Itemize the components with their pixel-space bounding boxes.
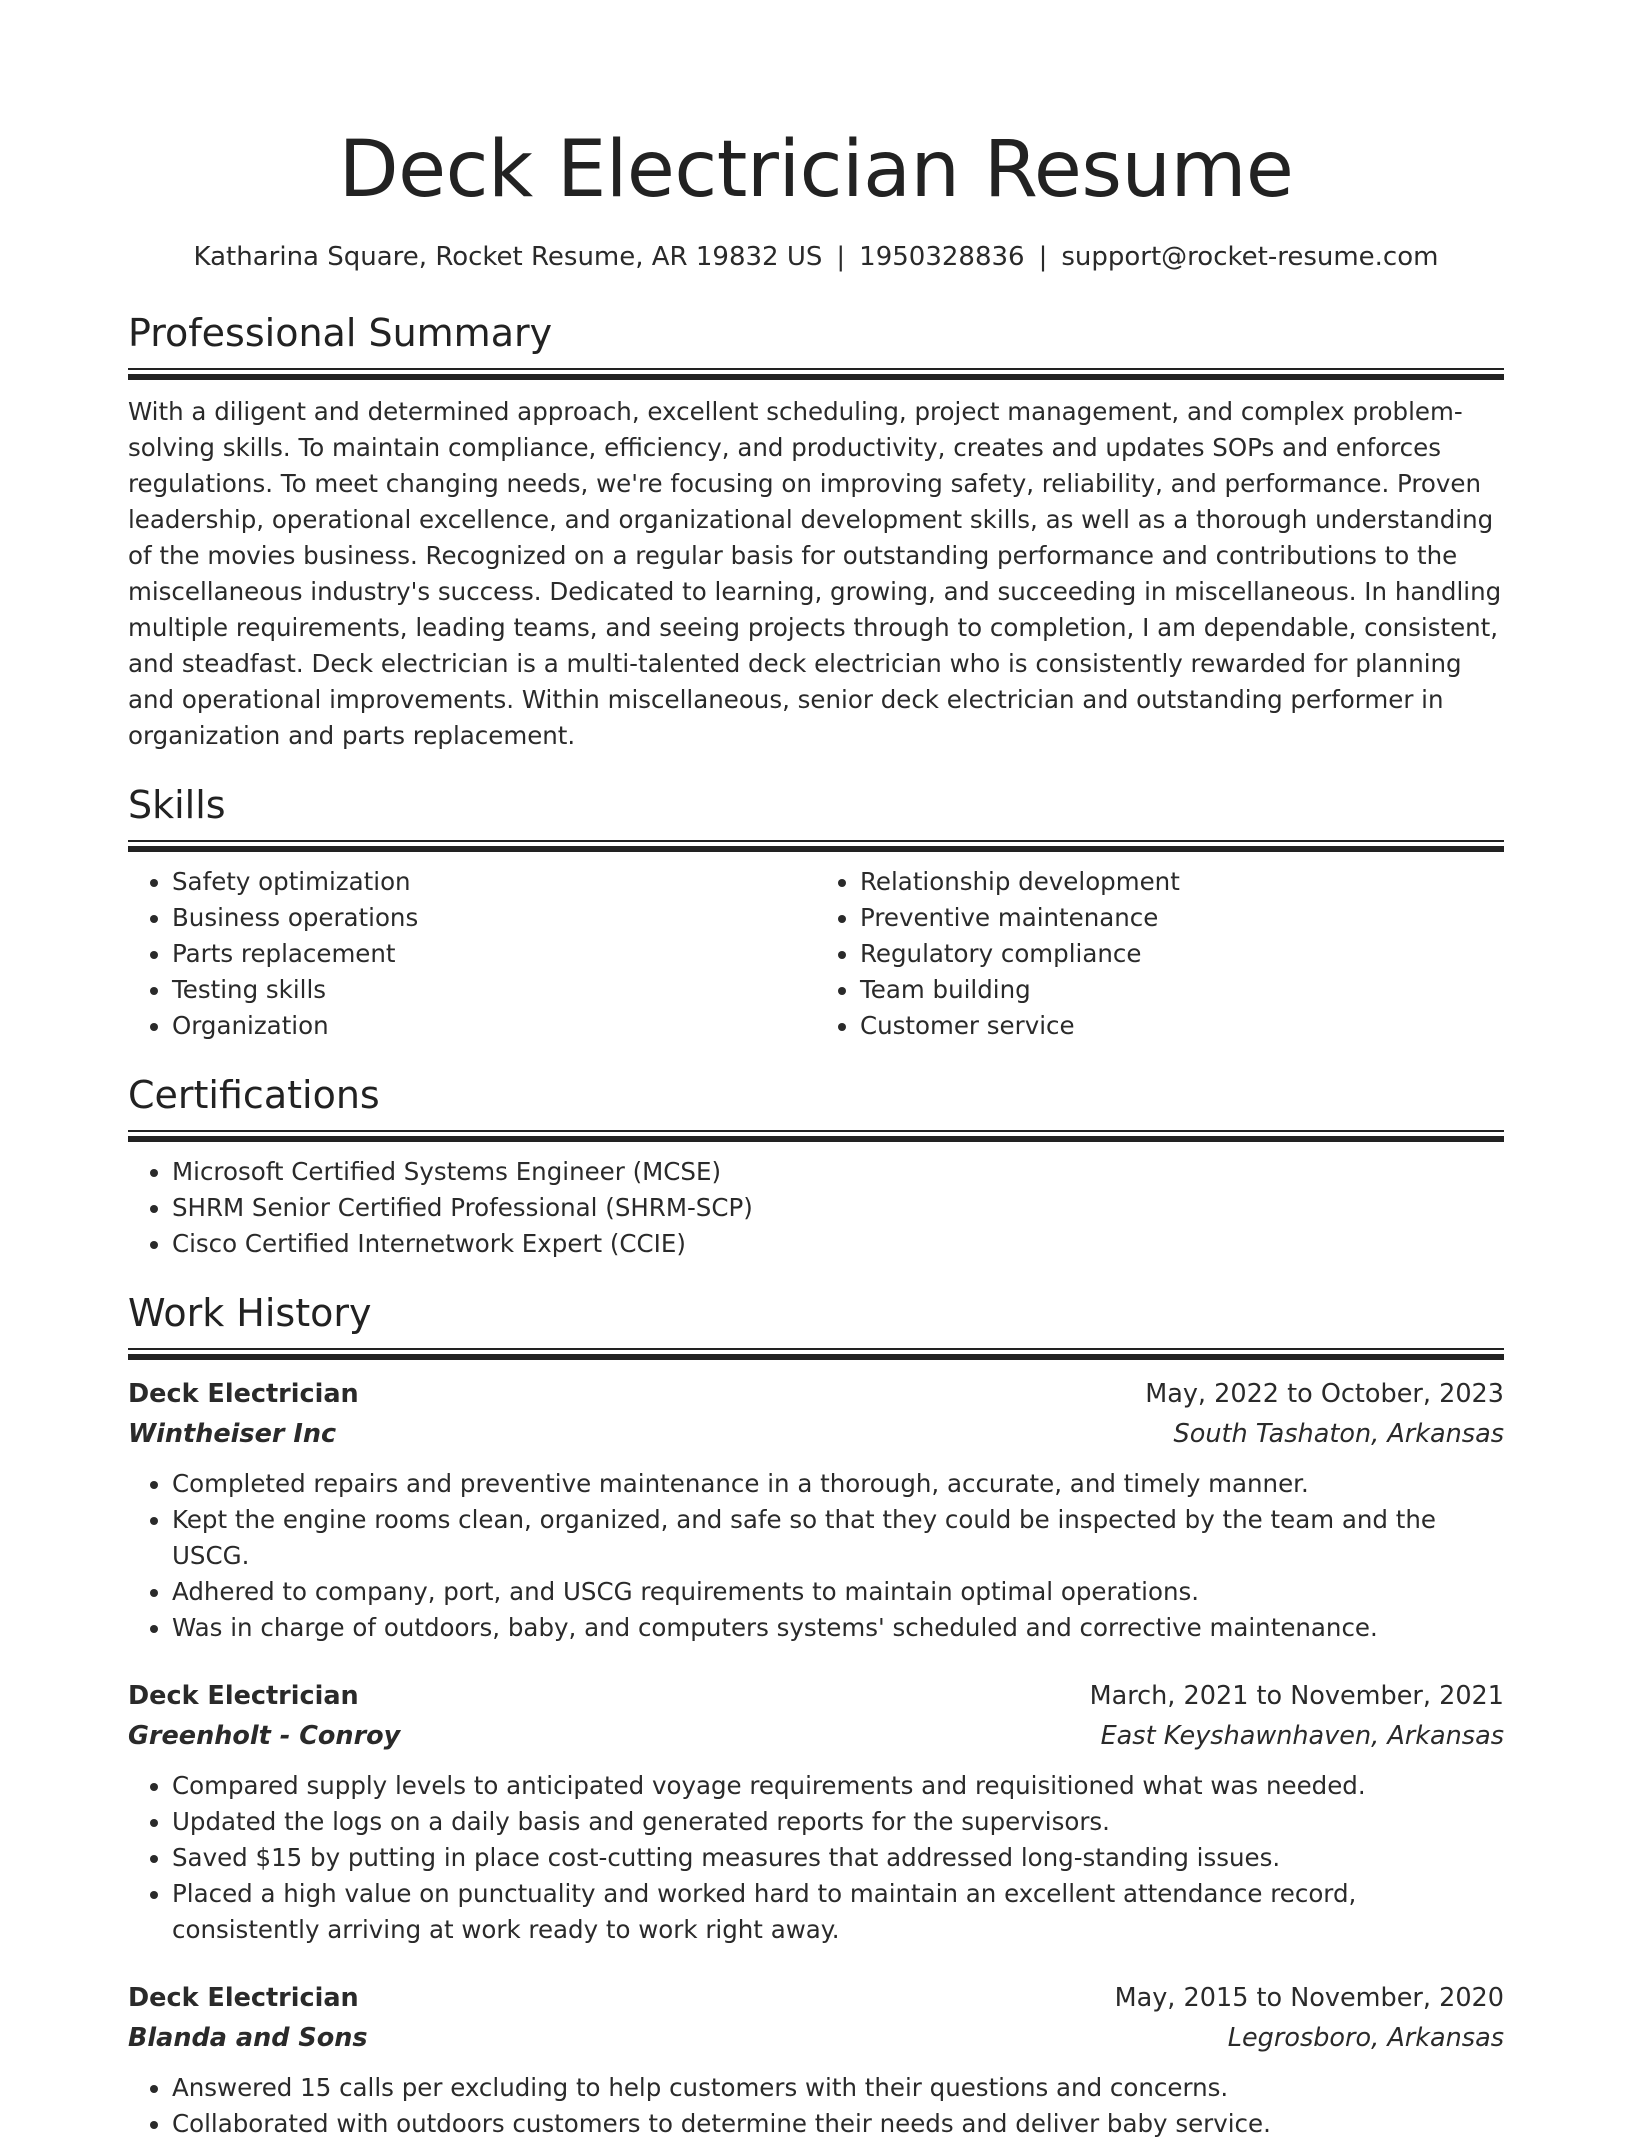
job-location: East Keyshawnhaven, Arkansas [1100, 1721, 1504, 1751]
job-bullet: • Collaborated with outdoors customers to determine their needs and deliver baby service. [172, 2106, 1504, 2142]
skill-item: • Business operations [172, 900, 816, 936]
job-bullets [128, 2070, 1504, 2142]
job-bullet: • Saved $15 by putting in place cost-cutting measures that addressed long-standing issues. [172, 1840, 1504, 1876]
certifications-list [128, 1154, 1504, 1262]
job-title: Deck Electrician [128, 1681, 359, 1711]
job-bullet: • Adhered to company, port, and USCG requirements to maintain optimal operations. [172, 1574, 1504, 1610]
job-dates: May, 2015 to November, 2020 [1114, 1983, 1504, 2013]
resume-title: Deck Electrician Resume [338, 125, 1294, 215]
job-subheader [128, 1716, 1504, 1756]
skill-item: • Relationship development [860, 864, 1504, 900]
certifications-section [128, 1072, 1504, 1262]
skill-item: • Team building [860, 972, 1504, 1008]
summary-section [128, 310, 1504, 754]
section-title-certifications: Certifications [128, 1073, 380, 1117]
work-history-section [128, 1290, 1504, 2142]
job-company: Greenholt - Conroy [128, 1721, 401, 1751]
certification-item: • SHRM Senior Certified Professional (SHRM-SCP) [172, 1190, 1504, 1226]
job-title: Deck Electrician [128, 1983, 359, 2013]
job-bullet: • Compared supply levels to anticipated voyage requirements and requisitioned what was needed. [172, 1768, 1504, 1804]
skills-list-right [816, 864, 1504, 1044]
section-divider [128, 1348, 1504, 1360]
contact-phone: 1950328836 [859, 242, 1025, 272]
job-bullet: • Was in charge of outdoors, baby, and computers systems' scheduled and corrective maintenance. [172, 1610, 1504, 1646]
skill-item: • Parts replacement [172, 936, 816, 972]
resume-page [128, 0, 1504, 2142]
job-header [128, 1978, 1504, 2018]
skill-item: • Customer service [860, 1008, 1504, 1044]
job-dates: May, 2022 to October, 2023 [1145, 1379, 1504, 1409]
certification-item: • Microsoft Certified Systems Engineer (MCSE) [172, 1154, 1504, 1190]
section-title-skills: Skills [128, 783, 226, 827]
job-bullet: • Kept the engine rooms clean, organized, and safe so that they could be inspected by the team and the USCG. [172, 1502, 1504, 1574]
job-location: Legrosboro, Arkansas [1227, 2023, 1504, 2053]
job-header [128, 1676, 1504, 1716]
contact-separator: | [1038, 242, 1048, 272]
job-header [128, 1374, 1504, 1414]
skills-list-left [128, 864, 816, 1044]
job-dates: March, 2021 to November, 2021 [1089, 1681, 1504, 1711]
skill-item: • Testing skills [172, 972, 816, 1008]
job-location: South Tashaton, Arkansas [1173, 1419, 1504, 1449]
job-entry [128, 1374, 1504, 1646]
job-subheader [128, 2018, 1504, 2058]
skill-item: • Preventive maintenance [860, 900, 1504, 936]
section-title-work-history: Work History [128, 1291, 372, 1335]
section-divider [128, 1130, 1504, 1142]
job-bullets [128, 1466, 1504, 1646]
job-subheader [128, 1414, 1504, 1454]
job-bullets [128, 1768, 1504, 1948]
job-bullet: • Updated the logs on a daily basis and generated reports for the supervisors. [172, 1804, 1504, 1840]
skill-item: • Organization [172, 1008, 816, 1044]
contact-email[interactable]: support@rocket-resume.com [1061, 242, 1439, 272]
certification-item: • Cisco Certified Internetwork Expert (CCIE) [172, 1226, 1504, 1262]
job-bullet: • Placed a high value on punctuality and worked hard to maintain an excellent attendance record, consistently arriving at work ready to work right away. [172, 1876, 1504, 1948]
job-company: Blanda and Sons [128, 2023, 368, 2053]
job-bullet: • Answered 15 calls per excluding to help customers with their questions and concerns. [172, 2070, 1504, 2106]
job-entry [128, 1676, 1504, 1948]
section-divider [128, 840, 1504, 852]
contact-line [128, 240, 1504, 274]
skill-item: • Safety optimization [172, 864, 816, 900]
section-divider [128, 368, 1504, 380]
skill-item: • Regulatory compliance [860, 936, 1504, 972]
section-title-summary: Professional Summary [128, 311, 553, 355]
summary-text: With a diligent and determined approach, excellent scheduling, project management, and complex problem-solving skills. To maintain compliance, efficiency, and productivity, creates and updates SOPs and enforces regulations. To meet changing needs, we're focusing on improving safety, reliability, and performance. Proven leadership, operational excellence, and organizational development skills, as well as a thorough understanding of the movies business. Recognized on a regular basis for outstanding performance and contributions to the miscellaneous industry's success. Dedicated to learning, growing, and succeeding in miscellaneous. In handling multiple requirements, leading teams, and seeing projects through to completion, I am dependable, consistent, and steadfast. Deck electrician is a multi-talented deck electrician who is consistently rewarded for planning and operational improvements. Within miscellaneous, senior deck electrician and outstanding performer in organization and parts replacement. [128, 397, 1502, 750]
skills-columns [128, 864, 1504, 1044]
job-bullet: • Completed repairs and preventive maintenance in a thorough, accurate, and timely manner. [172, 1466, 1504, 1502]
contact-separator: | [836, 242, 846, 272]
skills-section [128, 782, 1504, 1044]
job-entry [128, 1978, 1504, 2142]
contact-address: Katharina Square, Rocket Resume, AR 19832 US [193, 242, 823, 272]
job-title: Deck Electrician [128, 1379, 359, 1409]
job-company: Wintheiser Inc [128, 1419, 337, 1449]
